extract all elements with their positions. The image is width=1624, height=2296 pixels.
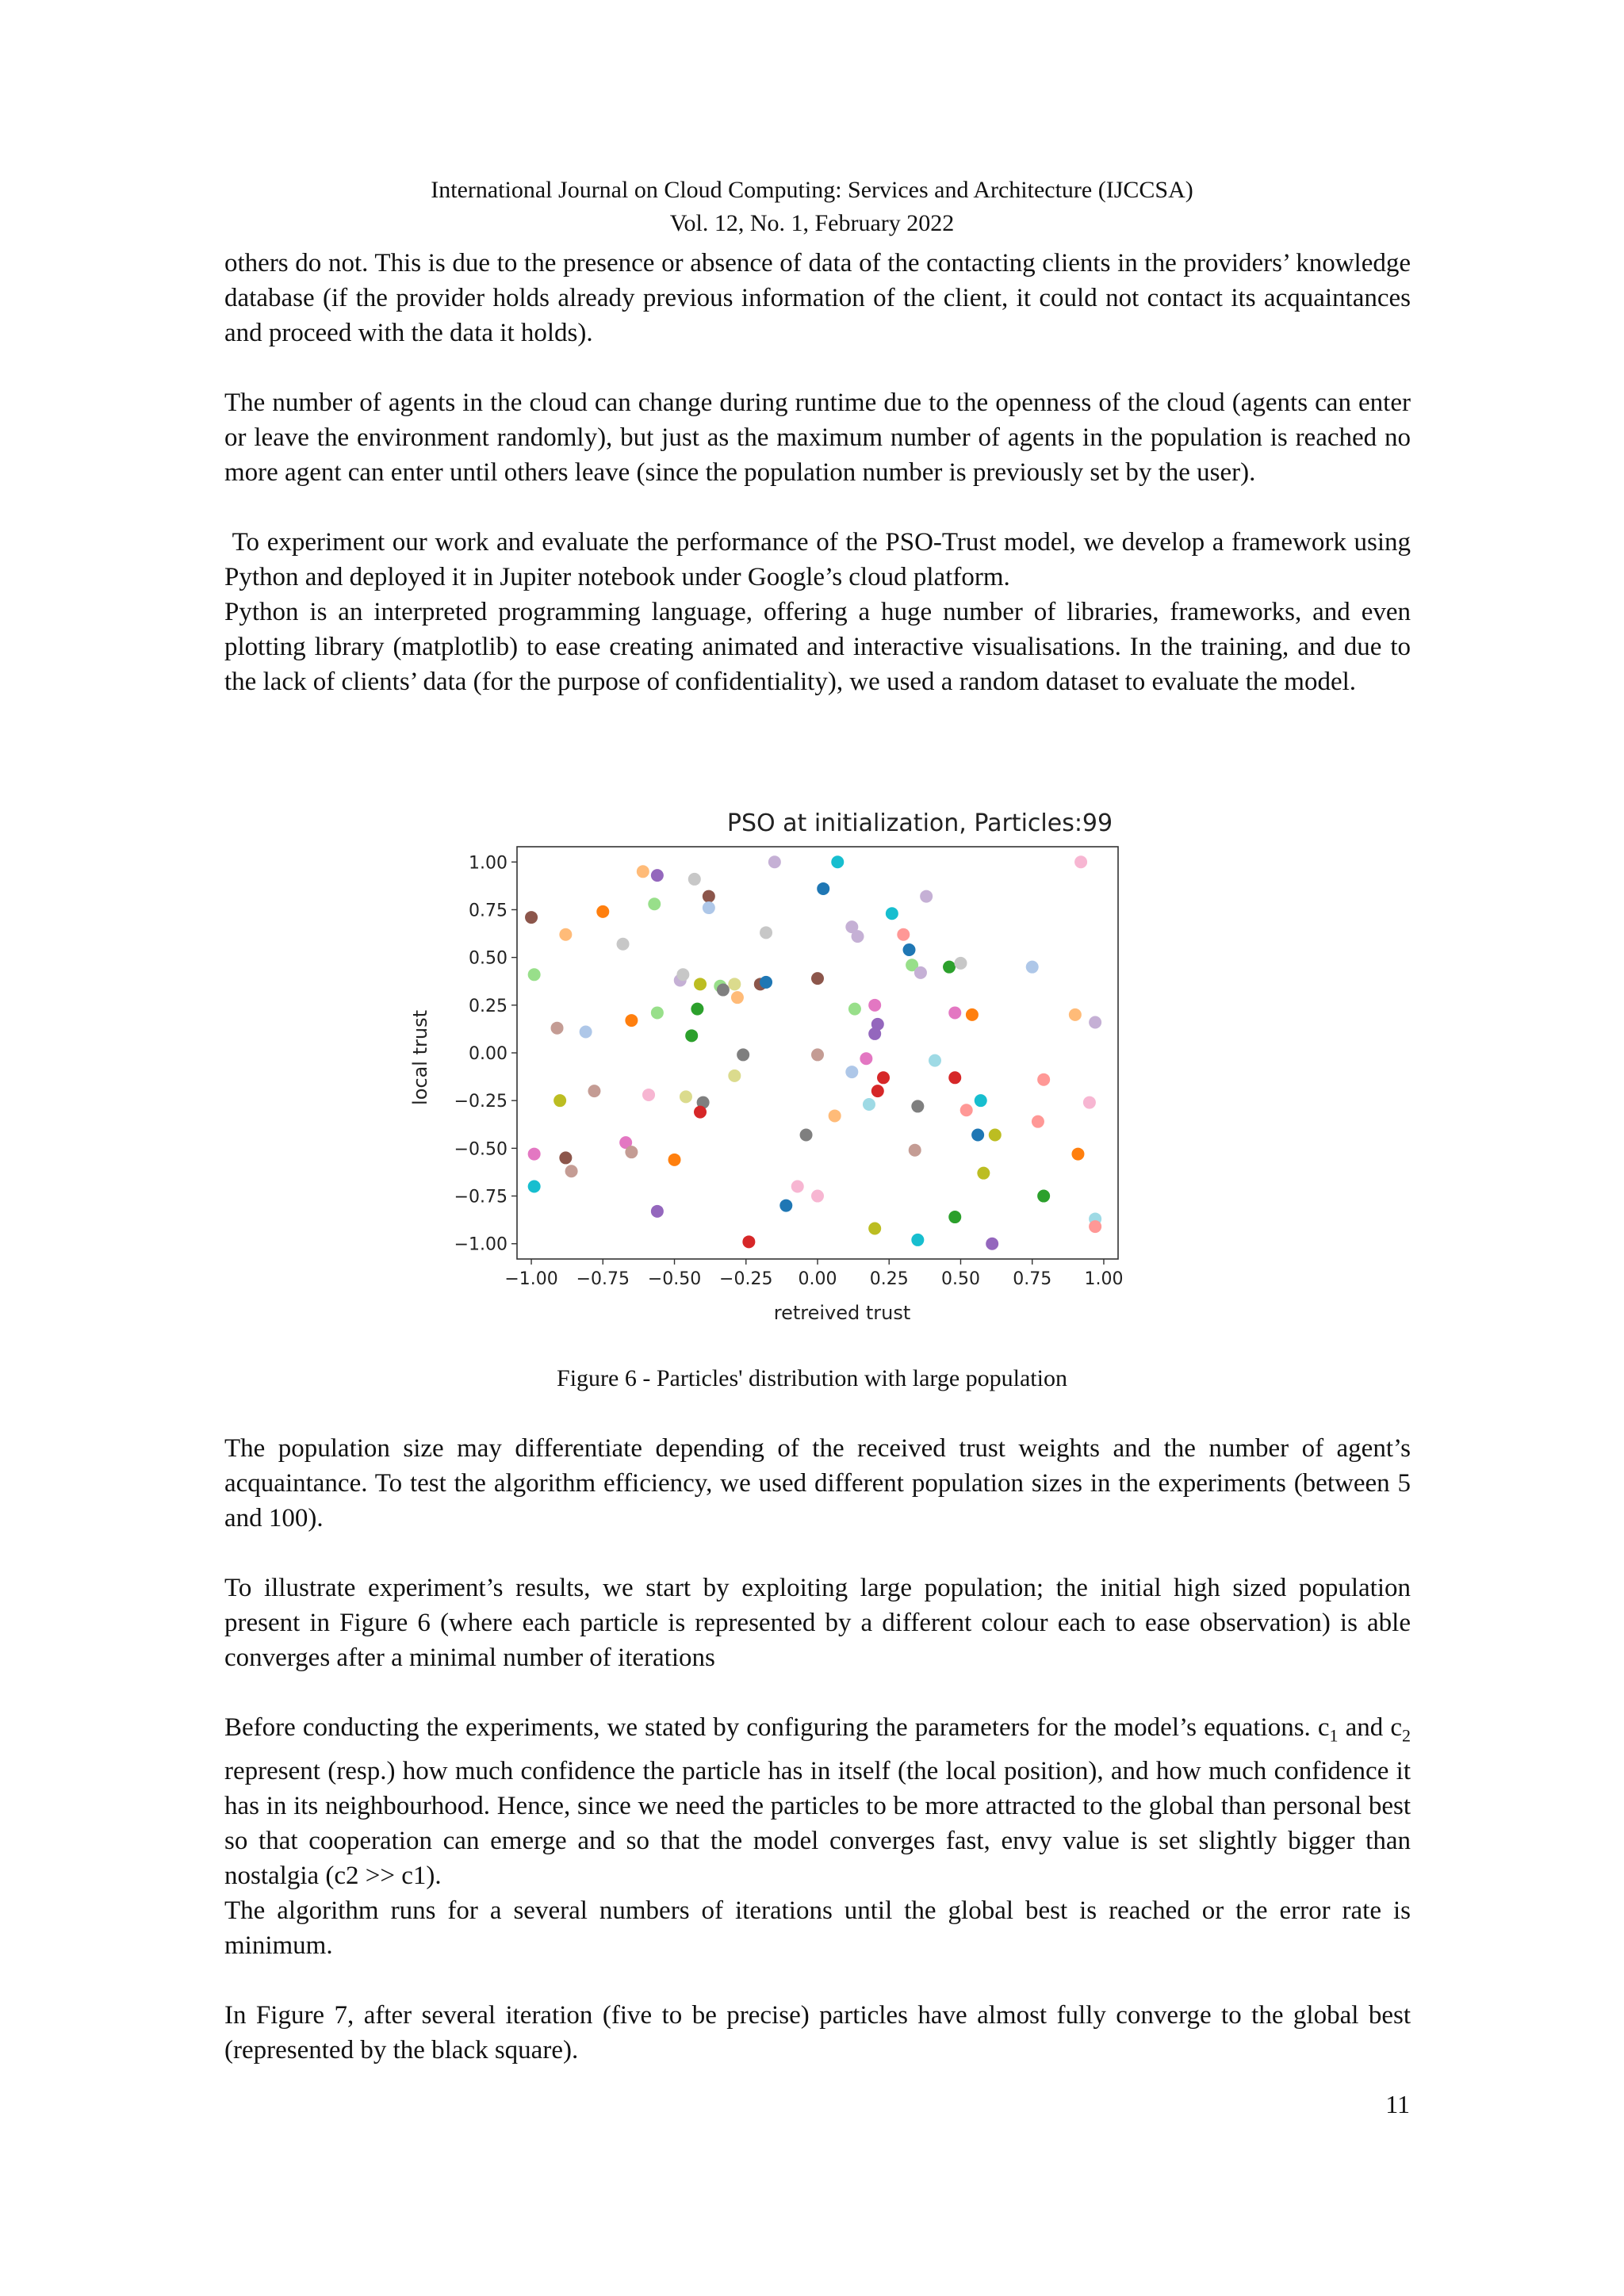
particle-point bbox=[1089, 1016, 1101, 1028]
particle-point bbox=[528, 968, 541, 981]
particle-point bbox=[651, 1205, 664, 1218]
particle-point bbox=[852, 930, 864, 943]
particle-point bbox=[903, 943, 916, 956]
x-tick-label: 0.25 bbox=[869, 1269, 909, 1289]
text-span: represent (resp.) how much confidence the particle has in itself (the local position), and how much confidence it has in its neighbourhood. Hence, since we need the particles to be more attracted to the global than personal best so that cooperation can emerge and so that the model converges fast, envy value is set slightly bigger than nostalgia (c2 >> c1). bbox=[224, 1756, 1411, 1890]
x-tick-label: −1.00 bbox=[504, 1269, 558, 1289]
paragraph: The population size may differentiate depending of the received trust weights and the number of agent’s acquaintance. To test the algorithm efficiency, we used different population sizes in the experiments (between 5 and 100). bbox=[224, 1434, 1411, 1533]
particle-point bbox=[1074, 855, 1087, 868]
particle-point bbox=[694, 1106, 707, 1119]
particle-point bbox=[760, 976, 772, 989]
particle-point bbox=[1032, 1115, 1044, 1128]
subscript: 1 bbox=[1329, 1725, 1339, 1746]
figure-caption: Figure 6 - Particles' distribution with large population bbox=[557, 1365, 1067, 1391]
paragraph: To illustrate experiment’s results, we start by exploiting large population; the initial high sized population present in Figure 6 (where each particle is represented by a different colour each to ease observation) is able converges after a minimal number of iterations bbox=[224, 1574, 1411, 1672]
particle-point bbox=[559, 1151, 572, 1164]
text-span: and c bbox=[1338, 1713, 1402, 1742]
particle-point bbox=[680, 1090, 692, 1103]
particle-point bbox=[909, 1144, 921, 1157]
particle-point bbox=[848, 1003, 861, 1016]
particle-point bbox=[525, 911, 538, 924]
particle-point bbox=[717, 984, 730, 997]
volume-header: Vol. 12, No. 1, February 2022 bbox=[669, 210, 955, 236]
particle-point bbox=[831, 855, 844, 868]
y-tick-label: −0.25 bbox=[454, 1092, 508, 1112]
particle-point bbox=[676, 968, 689, 981]
particle-point bbox=[625, 1146, 638, 1158]
particle-point bbox=[920, 890, 933, 903]
particle-point bbox=[800, 1129, 813, 1142]
particle-point bbox=[651, 1006, 664, 1019]
particle-point bbox=[728, 978, 741, 990]
paragraph: In Figure 7, after several iteration (five to be precise) particles have almost fully converge to the global best (represented by the black square). bbox=[224, 2000, 1411, 2064]
particle-point bbox=[989, 1129, 1002, 1142]
particle-point bbox=[596, 905, 609, 918]
particle-point bbox=[1037, 1073, 1050, 1086]
y-axis-label: local trust bbox=[409, 1010, 431, 1105]
particle-point bbox=[685, 1029, 698, 1042]
particle-point bbox=[811, 972, 824, 985]
particle-point bbox=[929, 1054, 941, 1067]
particle-point bbox=[877, 1071, 890, 1084]
paragraph: The algorithm runs for a several numbers of iterations until the global best is reached or the error rate is minimum. bbox=[224, 1896, 1411, 1960]
particle-point bbox=[528, 1148, 541, 1161]
text-span: Before conducting the experiments, we stated by configuring the parameters for the model’s equations. c bbox=[224, 1713, 1330, 1742]
particle-point bbox=[948, 1071, 961, 1084]
particle-point bbox=[528, 1181, 541, 1193]
particle-point bbox=[580, 1026, 592, 1039]
particle-point bbox=[642, 1089, 655, 1101]
particle-point bbox=[742, 1235, 755, 1248]
particle-point bbox=[703, 901, 715, 914]
particle-point bbox=[565, 1165, 578, 1177]
particle-point bbox=[648, 897, 661, 910]
chart-title: PSO at initialization, Particles:99 bbox=[726, 809, 1113, 837]
y-tick-label: −1.00 bbox=[454, 1234, 508, 1255]
x-tick-label: −0.75 bbox=[576, 1269, 630, 1289]
y-tick-label: 1.00 bbox=[469, 853, 508, 874]
paragraph bbox=[224, 1710, 1411, 1893]
particle-point bbox=[977, 1167, 990, 1180]
journal-header: International Journal on Cloud Computing: Services and Architecture (IJCCSA) bbox=[431, 177, 1193, 203]
particle-point bbox=[617, 938, 630, 951]
particle-point bbox=[986, 1238, 998, 1250]
particle-point bbox=[811, 1190, 824, 1203]
particle-point bbox=[694, 978, 707, 990]
particle-point bbox=[559, 928, 572, 941]
particle-point bbox=[911, 1234, 924, 1246]
paragraph: To experiment our work and evaluate the performance of the PSO-Trust model, we develop a framework using Python and deployed it in Jupiter notebook under Google’s cloud platform. bbox=[224, 528, 1418, 591]
body-bottom bbox=[224, 1431, 1411, 2068]
particle-point bbox=[731, 991, 744, 1004]
particle-point bbox=[975, 1094, 987, 1107]
particle-point bbox=[651, 869, 664, 882]
particle-point bbox=[971, 1129, 984, 1142]
particle-point bbox=[1071, 1148, 1084, 1161]
particle-point bbox=[637, 865, 649, 878]
particle-point bbox=[737, 1048, 749, 1061]
y-tick-label: −0.75 bbox=[454, 1187, 508, 1207]
particle-point bbox=[688, 873, 701, 886]
paragraph: Python is an interpreted programming language, offering a huge number of libraries, frameworks, and even plotting library (matplotlib) to ease creating animated and interactive visualisations. In the training, and due to the lack of clients’ data (for the purpose of confidentiality), we used a random dataset to evaluate the model. bbox=[224, 598, 1411, 696]
particle-point bbox=[948, 1006, 961, 1019]
particle-point bbox=[703, 890, 715, 903]
particle-point bbox=[948, 1211, 961, 1223]
particle-point bbox=[914, 966, 927, 979]
x-tick-label: 0.75 bbox=[1013, 1269, 1052, 1289]
particle-point bbox=[817, 882, 829, 895]
particle-point bbox=[868, 999, 881, 1012]
y-tick-label: 0.25 bbox=[469, 996, 508, 1016]
x-tick-label: 0.50 bbox=[940, 1269, 980, 1289]
particle-point bbox=[863, 1098, 875, 1111]
page-number: 11 bbox=[1385, 2090, 1410, 2118]
particle-point bbox=[954, 957, 967, 970]
particle-point bbox=[897, 928, 910, 941]
y-tick-label: 0.00 bbox=[469, 1044, 508, 1064]
particle-point bbox=[668, 1154, 681, 1166]
y-tick-label: −0.50 bbox=[454, 1139, 508, 1160]
paragraph: The number of agents in the cloud can change during runtime due to the openness of the cloud (agents can enter or leave the environment randomly), but just as the maximum number of agents in the population is reached no more agent can enter until others leave (since the population number is previously set by the user). bbox=[224, 388, 1411, 487]
particle-point bbox=[811, 1048, 824, 1061]
particle-point bbox=[553, 1094, 566, 1107]
paragraph: others do not. This is due to the presence or absence of data of the contacting clients in the providers’ knowledge database (if the provider holds already previous information of the client, it could not contact its acquaintances and proceed with the data it holds). bbox=[224, 249, 1411, 347]
particle-point bbox=[960, 1104, 973, 1116]
particle-point bbox=[551, 1022, 564, 1035]
y-tick-label: 0.50 bbox=[469, 948, 508, 969]
particle-point bbox=[871, 1085, 884, 1097]
particle-point bbox=[691, 1003, 703, 1016]
particle-point bbox=[1069, 1008, 1082, 1021]
x-tick-label: 1.00 bbox=[1084, 1269, 1124, 1289]
particle-point bbox=[829, 1109, 841, 1122]
particle-point bbox=[943, 961, 956, 974]
particle-point bbox=[1089, 1220, 1101, 1233]
particle-point bbox=[768, 855, 781, 868]
x-tick-label: −0.50 bbox=[647, 1269, 702, 1289]
particle-point bbox=[791, 1181, 804, 1193]
scatter-chart bbox=[396, 799, 1189, 1332]
particle-point bbox=[860, 1052, 872, 1065]
particle-point bbox=[625, 1014, 638, 1027]
particle-point bbox=[868, 1222, 881, 1234]
x-tick-label: 0.00 bbox=[798, 1269, 837, 1289]
particle-point bbox=[1083, 1096, 1096, 1109]
particle-point bbox=[760, 926, 772, 939]
particle-point bbox=[588, 1085, 600, 1097]
particle-point bbox=[868, 1027, 881, 1040]
particle-point bbox=[911, 1100, 924, 1112]
x-axis-label: retreived trust bbox=[773, 1302, 911, 1324]
subscript: 2 bbox=[1402, 1725, 1411, 1746]
particle-point bbox=[845, 1066, 858, 1078]
body-top bbox=[224, 246, 1418, 699]
particle-point bbox=[728, 1070, 741, 1082]
y-tick-label: 0.75 bbox=[469, 901, 508, 921]
particle-point bbox=[886, 907, 898, 920]
x-tick-label: −0.25 bbox=[719, 1269, 773, 1289]
particle-point bbox=[966, 1008, 979, 1021]
particle-point bbox=[1037, 1190, 1050, 1203]
particle-point bbox=[1026, 961, 1039, 974]
particle-point bbox=[779, 1200, 792, 1212]
